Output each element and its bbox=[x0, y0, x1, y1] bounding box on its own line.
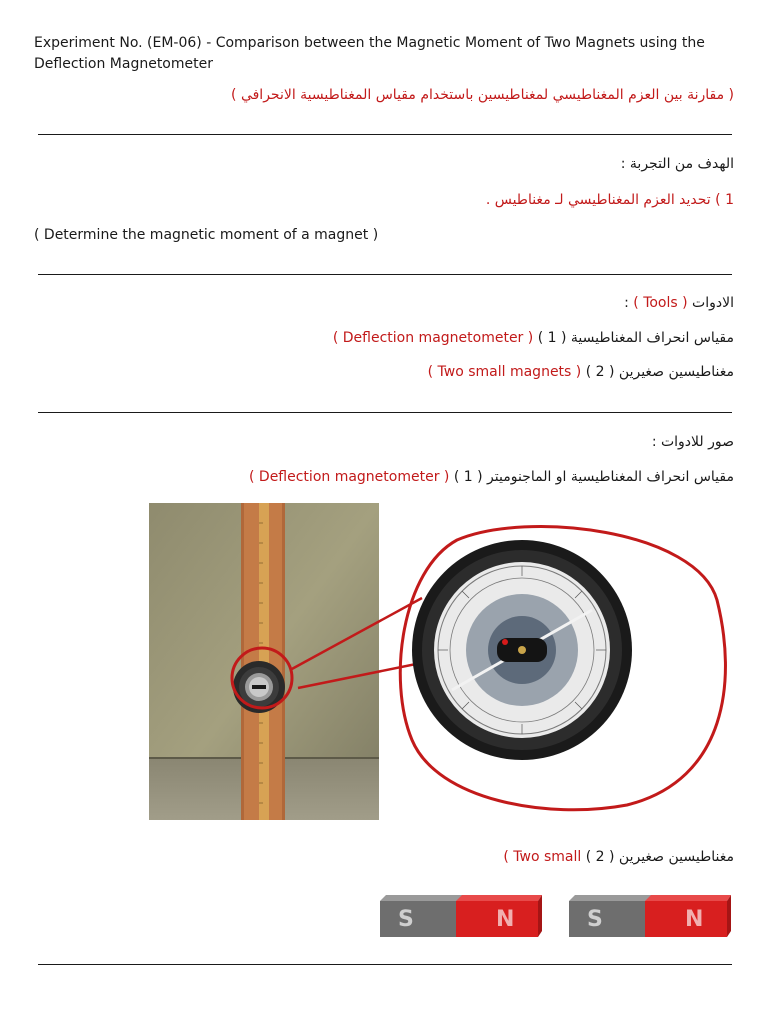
divider bbox=[38, 134, 732, 135]
picture-item-number: ( 1 ) bbox=[453, 469, 483, 485]
picture-item-english: ( Two small bbox=[503, 849, 582, 865]
picture-item-number: ( 2 ) bbox=[585, 849, 615, 865]
arabic-title: ( مقارنة بين العزم المغناطيسي لمغناطيسين باستخدام مقياس المغناطيسية الانحرافي ) bbox=[231, 87, 734, 103]
bar-magnet bbox=[565, 893, 731, 943]
divider bbox=[38, 412, 732, 413]
north-pole-label: N bbox=[496, 907, 515, 932]
tool-item-arabic: مقياس انحراف المغناطيسية bbox=[570, 330, 734, 346]
page-title: Experiment No. (EM-06) - Comparison between the Magnetic Moment of Two Magnets using the Deflection Magnetometer bbox=[34, 35, 705, 72]
picture-item-1 bbox=[249, 469, 734, 485]
tool-item-2 bbox=[428, 364, 734, 380]
tools-heading bbox=[624, 295, 734, 311]
pictures-heading: صور للادوات : bbox=[651, 434, 734, 450]
tools-colon: : bbox=[624, 295, 629, 311]
picture-item-english: ( Deflection magnetometer ) bbox=[249, 469, 450, 485]
tools-heading-arabic: الادوات bbox=[692, 295, 734, 311]
objective-heading: الهدف من التجربة : bbox=[620, 156, 734, 172]
objective-item-arabic: 1 ) تحديد العزم المغناطيسي لـ مغناطيس . bbox=[485, 192, 734, 208]
tool-item-english: ( Deflection magnetometer ) bbox=[332, 330, 534, 346]
bar-magnet bbox=[376, 893, 542, 943]
tool-item-number: ( 1 ) bbox=[537, 330, 567, 346]
tool-item-number: ( 2 ) bbox=[585, 364, 615, 380]
picture-item-arabic: مقياس انحراف المغناطيسية او الماجنوميتر bbox=[487, 469, 734, 485]
tool-item-1 bbox=[333, 330, 734, 346]
north-pole-label: N bbox=[685, 907, 704, 932]
magnetometer-zoom bbox=[397, 520, 732, 812]
south-pole-label: S bbox=[398, 907, 414, 932]
divider bbox=[38, 274, 732, 275]
south-pole-label: S bbox=[587, 907, 603, 932]
picture-item-2 bbox=[503, 849, 734, 865]
tool-item-arabic: مغناطيسين صغيرين bbox=[618, 364, 734, 380]
tool-item-english: ( Two small magnets ) bbox=[427, 364, 582, 380]
picture-item-arabic: مغناطيسين صغيرين bbox=[618, 849, 734, 865]
objective-item-english: ( Determine the magnetic moment of a magnet ) bbox=[34, 227, 379, 243]
tools-heading-english: ( Tools ) bbox=[633, 295, 688, 311]
divider bbox=[38, 964, 732, 965]
